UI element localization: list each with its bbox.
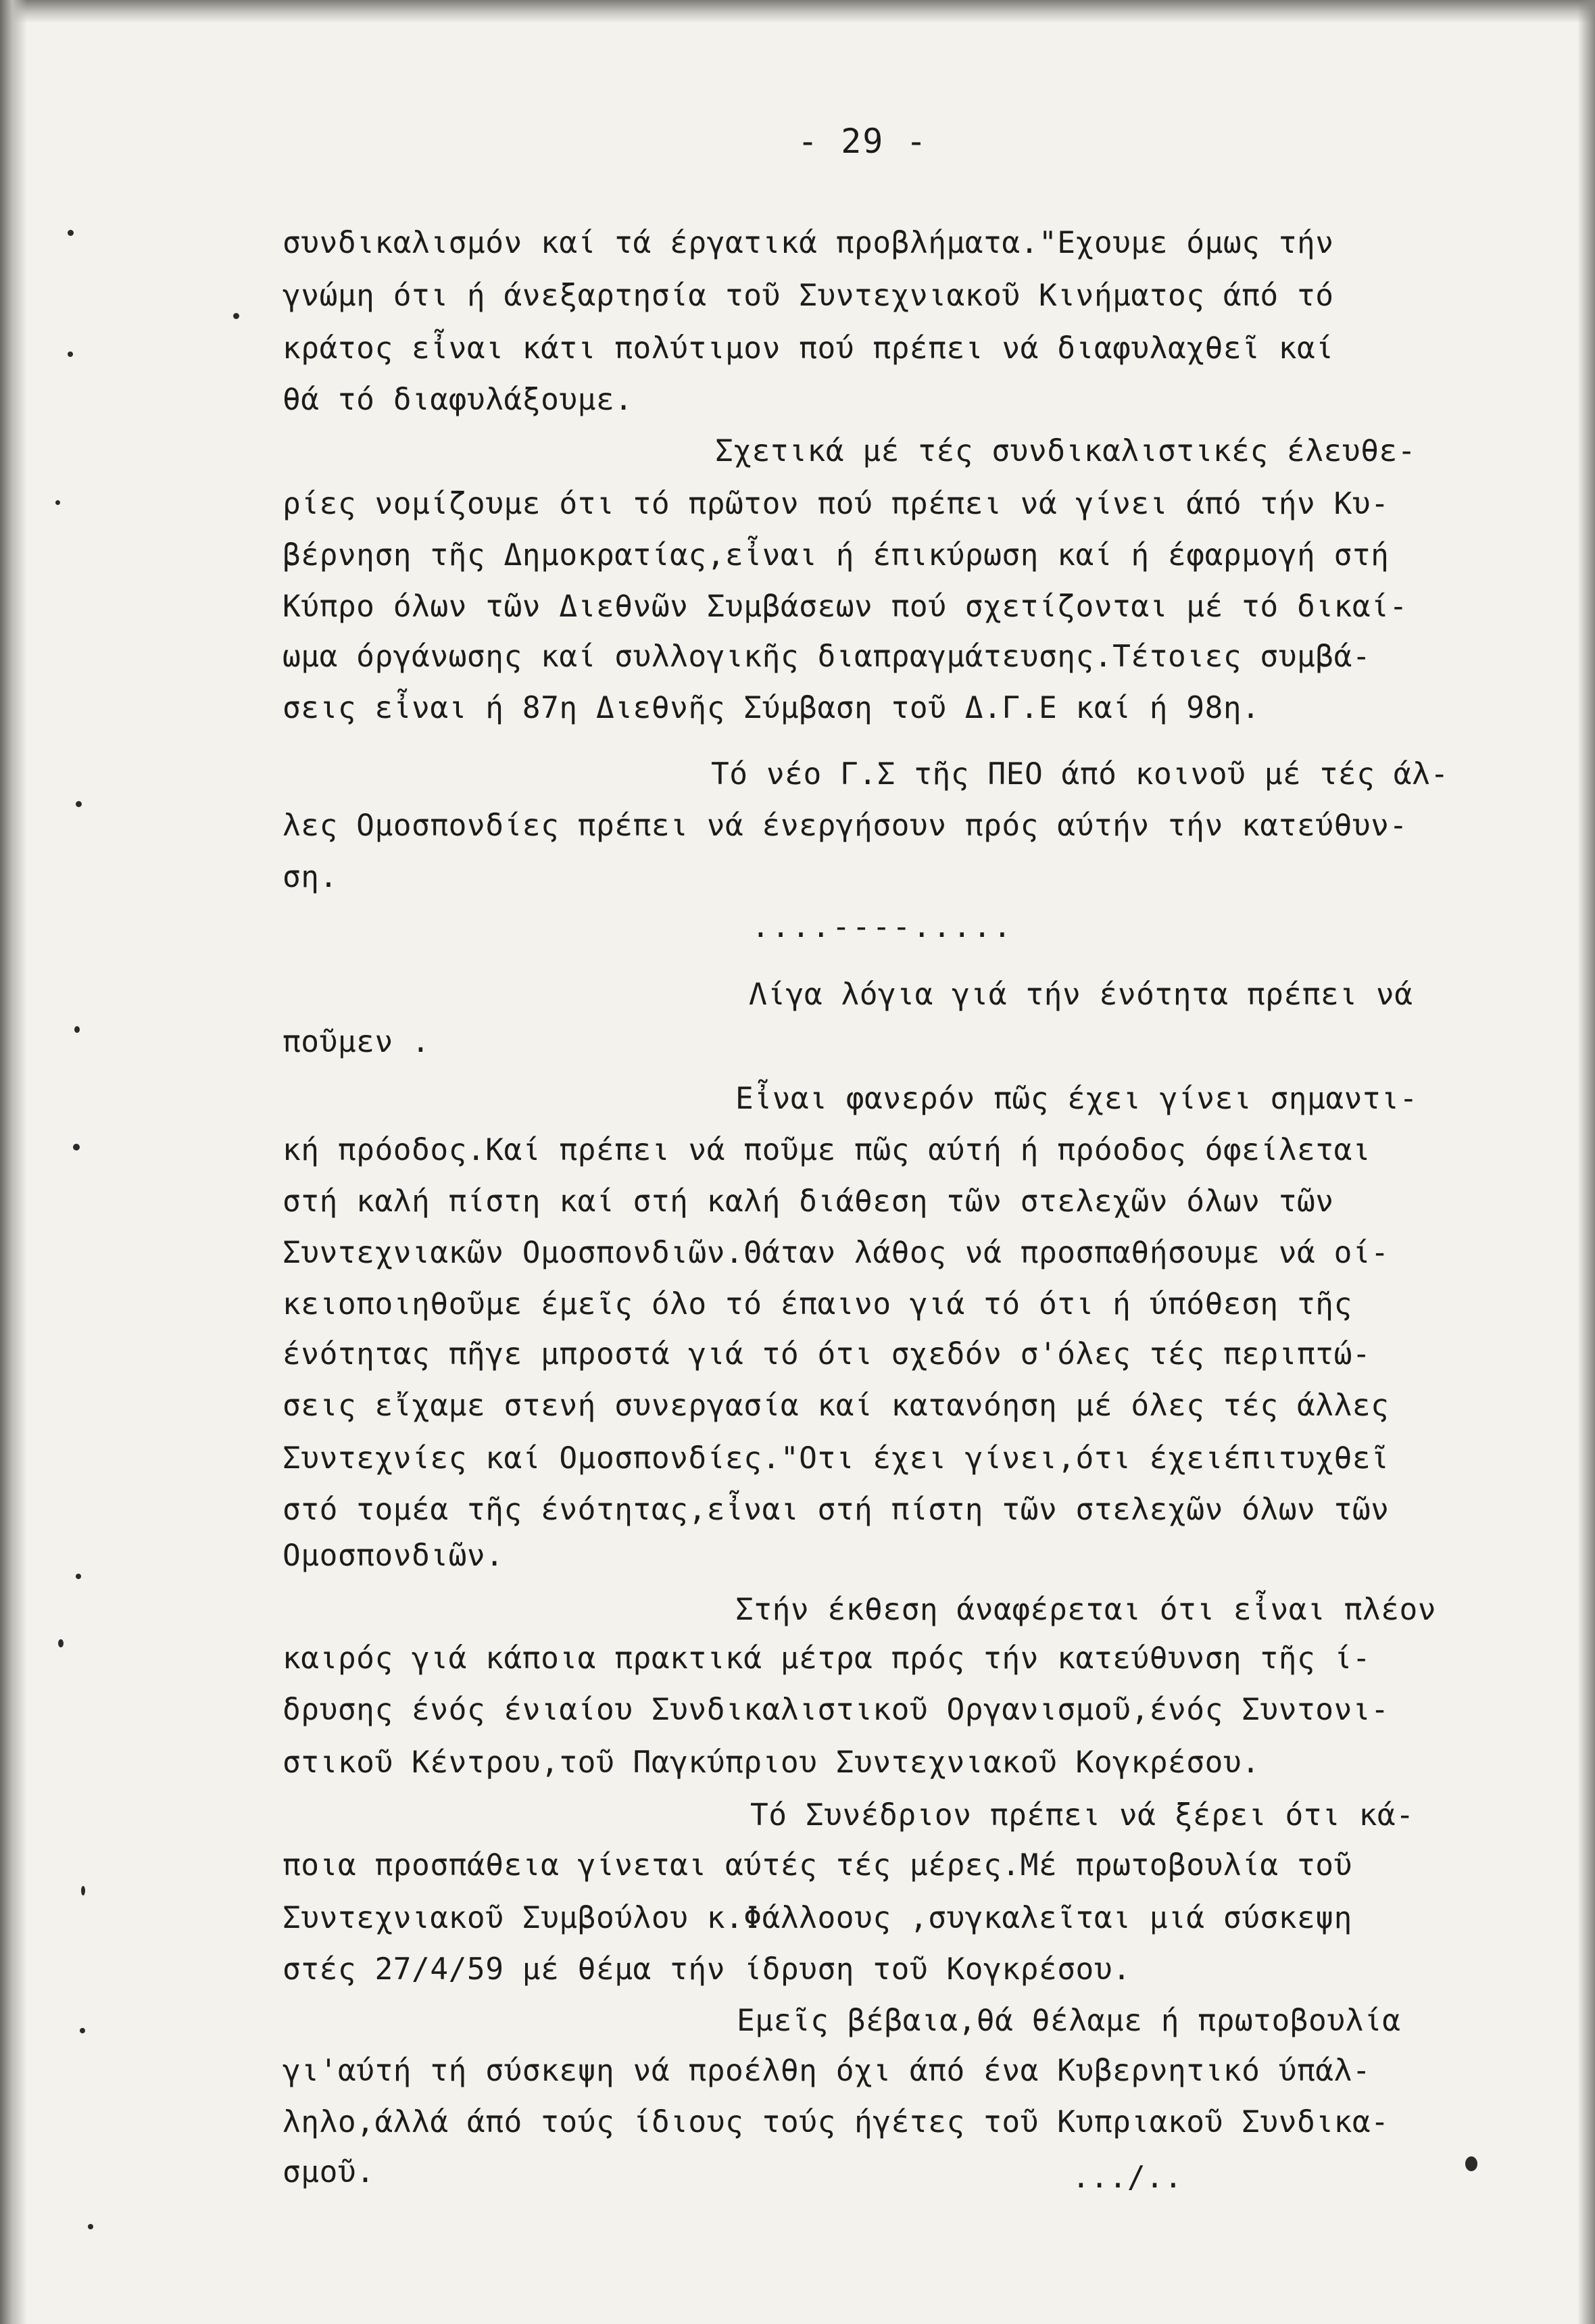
scan-speck	[73, 1144, 80, 1151]
text-line: ληλο,άλλά άπό τούς ίδιους τούς ήγέτες τοῦ Κυπριακοῦ Συνδικα-	[283, 2105, 1390, 2139]
scan-speck	[76, 801, 82, 807]
section-separator: ....----.....	[752, 910, 1014, 944]
text-line: στές 27/4/59 μέ θέμα τήν ίδρυση τοῦ Κογκρέσου.	[283, 1952, 1131, 1987]
text-line: στό τομέα τῆς ένότητας,εἶναι στή πίστη τῶν στελεχῶν όλων τῶν	[283, 1493, 1390, 1527]
text-line: σεις εἶναι ή 87η Διεθνῆς Σύμβαση τοῦ Δ.Γ.Ε καί ή 98η.	[283, 691, 1260, 725]
continuation-mark: .../..	[1072, 2160, 1183, 2195]
text-line: Στήν έκθεση άναφέρεται ότι εἶναι πλέον	[735, 1593, 1437, 1627]
scan-speck	[58, 1639, 64, 1647]
text-line: δρυσης ένός ένιαίου Συνδικαλιστικοῦ Οργανισμοῦ,ένός Συντονι-	[283, 1693, 1390, 1727]
scan-speck	[233, 313, 239, 319]
text-line: γι'αύτή τή σύσκεψη νά προέλθη όχι άπό ένα Κυβερνητικό ύπάλ-	[283, 2054, 1371, 2088]
scan-speck	[55, 500, 60, 505]
text-line: λες Ομοσπονδίες πρέπει νά ένεργήσουν πρός αύτήν τήν κατεύθυν-	[283, 808, 1408, 843]
scan-edge-right	[1577, 0, 1595, 2324]
text-line: καιρός γιά κάποια πρακτικά μέτρα πρός τήν κατεύθυνση τῆς ί-	[283, 1641, 1371, 1676]
scan-speck	[88, 2224, 93, 2229]
text-line: γνώμη ότι ή άνεξαρτησία τοῦ Συντεχνιακοῦ Κινήματος άπό τό	[283, 279, 1334, 313]
text-line: ρίες νομίζουμε ότι τό πρῶτον πού πρέπει νά γίνει άπό τήν Κυ-	[283, 487, 1390, 521]
scan-speck	[1465, 2156, 1477, 2171]
text-line: ωμα όργάνωσης καί συλλογικῆς διαπραγμάτευσης.Τέτοιες συμβά-	[283, 639, 1371, 674]
scan-speck	[68, 230, 74, 236]
text-line: Λίγα λόγια γιά τήν ένότητα πρέπει νά	[749, 977, 1413, 1012]
text-line: Συντεχνίες καί Ομοσπονδίες."Οτι έχει γίνει,ότι έχειέπιτυχθεῖ	[283, 1441, 1390, 1476]
scan-speck	[80, 2028, 85, 2033]
text-line: Τό Συνέδριον πρέπει νά ξέρει ότι κά-	[750, 1798, 1415, 1833]
text-line: Εμεῖς βέβαια,θά θέλαμε ή πρωτοβουλία	[737, 2004, 1401, 2038]
text-line: Τό νέο Γ.Σ τῆς ΠΕΟ άπό κοινοῦ μέ τές άλ-	[711, 757, 1449, 792]
text-line: Εἶναι φανερόν πῶς έχει γίνει σημαντι-	[735, 1082, 1418, 1116]
text-line: ση.	[283, 860, 338, 894]
text-line: Κύπρο όλων τῶν Διεθνῶν Συμβάσεων πού σχετίζονται μέ τό δικαί-	[283, 589, 1408, 624]
text-line: βέρνηση τῆς Δημοκρατίας,εἶναι ή έπικύρωση καί ή έφαρμογή στή	[283, 538, 1390, 573]
scan-speck	[68, 352, 73, 357]
text-line: Συντεχνιακοῦ Συμβούλου κ.Φάλλοους ,συγκαλεῖται μιά σύσκεψη	[283, 1901, 1352, 1935]
scan-edge-left	[0, 0, 27, 2324]
text-line: στικοῦ Κέντρου,τοῦ Παγκύπριου Συντεχνιακοῦ Κογκρέσου.	[283, 1745, 1260, 1780]
scan-speck	[76, 1574, 81, 1579]
text-line: σμοῦ.	[283, 2155, 375, 2189]
text-line: θά τό διαφυλάξουμε.	[283, 383, 633, 417]
text-line: σεις εἴχαμε στενή συνεργασία καί κατανόηση μέ όλες τές άλλες	[283, 1388, 1390, 1423]
text-line: συνδικαλισμόν καί τά έργατικά προβλήματα."Εχουμε όμως τήν	[283, 226, 1334, 260]
text-line: κράτος εἶναι κάτι πολύτιμον πού πρέπει νά διαφυλαχθεῖ καί	[283, 331, 1334, 366]
text-line: ένότητας πῆγε μπροστά γιά τό ότι σχεδόν σ'όλες τές περιπτώ-	[283, 1337, 1371, 1372]
text-line: στή καλή πίστη καί στή καλή διάθεση τῶν στελεχῶν όλων τῶν	[283, 1184, 1334, 1219]
text-line: Συντεχνιακῶν Ομοσπονδιῶν.Θάταν λάθος νά προσπαθήσουμε νά οί-	[283, 1236, 1390, 1270]
text-line: Ομοσπονδιῶν.	[283, 1539, 504, 1573]
text-line: κή πρόοδος.Καί πρέπει νά ποῦμε πῶς αύτή ή πρόοδος όφείλεται	[283, 1133, 1371, 1167]
text-line: ποια προσπάθεια γίνεται αύτές τές μέρες.Μέ πρωτοβουλία τοῦ	[283, 1848, 1352, 1883]
scan-speck	[81, 1886, 85, 1895]
page-number: - 29 -	[798, 122, 928, 161]
text-line: ποῦμεν .	[283, 1025, 431, 1059]
scan-speck	[74, 1026, 80, 1033]
text-line: Σχετικά μέ τές συνδικαλιστικές έλευθε-	[715, 434, 1417, 468]
scan-edge-top	[0, 0, 1595, 23]
text-line: κειοποιηθοῦμε έμεῖς όλο τό έπαινο γιά τό ότι ή ύπόθεση τῆς	[283, 1287, 1352, 1322]
